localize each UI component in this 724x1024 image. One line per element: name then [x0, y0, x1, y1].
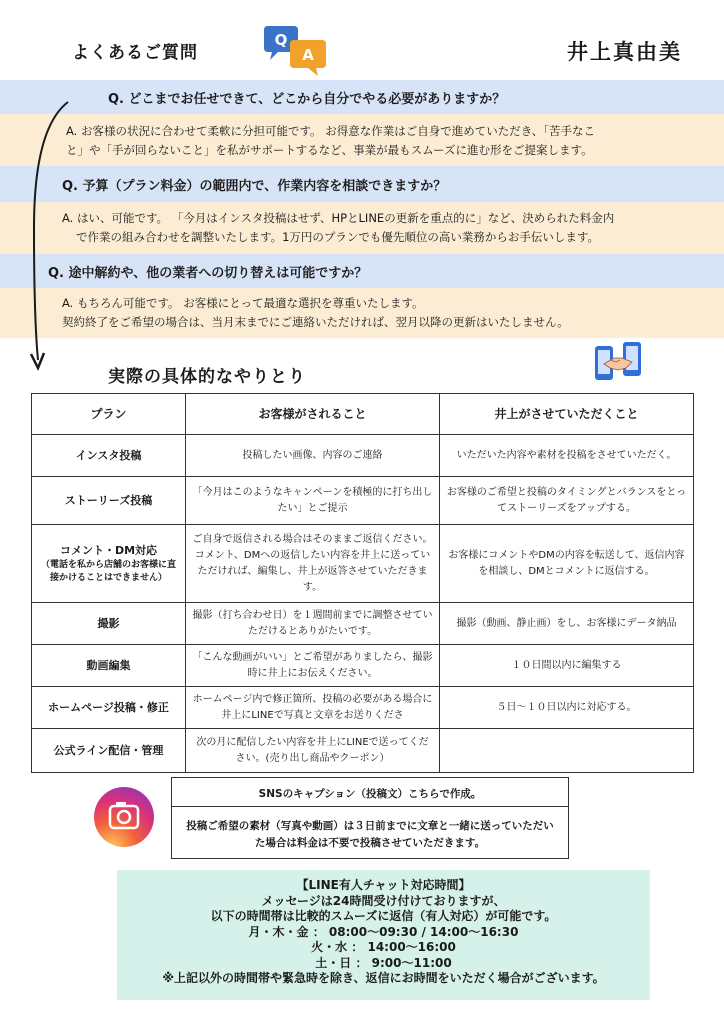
- customer-task: 「こんな動画がいい」とご希望がありましたら、撮影時に井上にお伝えください。: [186, 645, 440, 687]
- faq-question-3: [0, 254, 724, 288]
- faq-answer-3-line-2: 契約終了をご希望の場合は、当月末までにご連絡いただければ、翌月以降の更新はいたしません。: [62, 315, 569, 329]
- faq-answer-2-line-1: A. はい、可能です。 「今月はインスタ投稿はせず、HPとLINEの更新を重点的に」など、決められた料金内: [62, 211, 615, 225]
- faq-answer-3-line-1: A. もちろん可能です。 お客様にとって最適な選択を尊重いたします。: [62, 296, 424, 310]
- qa-bubbles-icon: [260, 24, 330, 80]
- inoue-task: 撮影（動画、静止画）をし、お客様にデータ納品: [440, 603, 694, 645]
- faq-question-2: [0, 166, 724, 202]
- plan-name: 公式ライン配信・管理: [32, 729, 186, 773]
- faq-answer-1-line-2: と」や「手が回らないこと」を私がサポートするなど、事業が最もスムーズに進む形をご提案します。: [66, 143, 593, 157]
- table-header-row: [32, 394, 694, 435]
- inoue-task: ５日〜１０日以内に対応する。: [440, 687, 694, 729]
- plan-name: 動画編集: [32, 645, 186, 687]
- customer-task: ホームページ内で修正箇所、投稿の必要がある場合に井上にLINEで写真と文章をお送りくださ: [186, 687, 440, 729]
- inoue-task: お客様にコメントやDMの内容を転送して、返信内容を相談し、DMとコメントに返信する。: [440, 525, 694, 603]
- inoue-task: お客様のご希望と投稿のタイミングとバランスをとってストーリーズをアップする。: [440, 477, 694, 525]
- table-row: [32, 435, 694, 477]
- line-hours-line: メッセージは24時間受け付けておりますが、: [261, 893, 506, 908]
- faq-question-1: [0, 80, 724, 114]
- line-hours-note: ※上記以外の時間帯や緊急時を除き、返信にお時間をいただく場合がございます。: [162, 971, 605, 985]
- header-inoue: 井上がさせていただくこと: [440, 394, 694, 435]
- qa-badge-a: A: [302, 46, 314, 64]
- author-name: 井上真由美: [567, 40, 682, 64]
- table-row: [32, 525, 694, 603]
- table-row: [32, 729, 694, 773]
- inoue-task: [440, 729, 694, 773]
- header-plan: プラン: [32, 394, 186, 435]
- line-hours-line: 以下の時間帯は比較的スムーズに返信（有人対応）が可能です。: [210, 909, 557, 923]
- sns-caption-body: 投稿ご希望の素材（写真や動画）は３日前までに文章と一緒に送っていただいた場合は料金は不要で投稿させていただきます。: [186, 820, 554, 849]
- inoue-task: いただいた内容や素材を投稿をさせていただく。: [440, 435, 694, 477]
- plan-name: ホームページ投稿・修正: [32, 687, 186, 729]
- plan-name: インスタ投稿: [32, 435, 186, 477]
- plan-name: ストーリーズ投稿: [32, 477, 186, 525]
- inoue-task: １０日間以内に編集する: [440, 645, 694, 687]
- line-hours-line: 火・水 ： 14:00〜16:00: [311, 940, 456, 954]
- customer-task: 投稿したい画像、内容のご連絡: [186, 435, 440, 477]
- faq-answer-2: [0, 202, 724, 254]
- sns-caption-box: [171, 777, 569, 859]
- customer-task: 撮影（打ち合わせ日）を１週間前までに調整させていただけるとありがたいです。: [186, 603, 440, 645]
- phones-handshake-icon: [592, 340, 644, 384]
- table-row: [32, 603, 694, 645]
- header-customer: お客様がされること: [186, 394, 440, 435]
- page-title: よくあるご質問: [72, 43, 198, 63]
- line-hours-line: 月・木・金 ： 08:00〜09:30 / 14:00〜16:30: [248, 924, 519, 939]
- faq-question-3-text: Q. 途中解約や、他の業者への切り替えは可能ですか？: [48, 265, 368, 281]
- faq-question-2-text: Q. 予算（プラン料金）の範囲内で、作業内容を相談できますか？: [62, 178, 447, 194]
- faq-answer-3: [0, 288, 724, 338]
- plan-name: コメント・DM対応: [59, 543, 158, 557]
- customer-task: 「今月はこのようなキャンペーンを積極的に打ち出したい」とご提示: [186, 477, 440, 525]
- faq-question-1-text: Q. どこまでお任せできて、どこから自分でやる必要がありますか？: [108, 91, 506, 107]
- section-title: 実際の具体的なやりとり: [108, 367, 306, 387]
- sns-caption-divider: [172, 806, 568, 807]
- qa-badge-q: Q: [274, 31, 288, 49]
- faq-answer-2-line-2: で作業の組み合わせを調整いたします。1万円のプランでも優先順位の高い業務からお手伝いします。: [76, 230, 599, 244]
- sns-caption-title: SNSのキャプション（投稿文）こちらで作成。: [258, 788, 482, 800]
- instagram-camera-icon: [93, 786, 155, 848]
- plan-name: 撮影: [32, 603, 186, 645]
- faq-answer-1: [0, 114, 724, 166]
- customer-task: 次の月に配信したい内容を井上にLINEで送ってください。(売り出し商品やクーポン）: [186, 729, 440, 773]
- customer-task: ご自身で返信される場合はそのままご返信ください。コメント、DMへの返信したい内容を井上に送っていただければ、編集し、井上が返答させていただきます。: [186, 525, 440, 603]
- line-hours-title: 【LINE有人チャット対応時間】: [296, 878, 471, 892]
- table-row: [32, 645, 694, 687]
- faq-answer-1-line-1: A. お客様の状況に合わせて柔軟に分担可能です。 お得意な作業はご自身で進めていただき、「苦手なこ: [66, 124, 595, 138]
- plan-table: [31, 393, 694, 773]
- line-hours-box: [117, 870, 650, 1000]
- table-row: [32, 477, 694, 525]
- table-row: [32, 687, 694, 729]
- plan-name-cell: [32, 525, 186, 603]
- plan-note: （電話を私から店舗のお客様に直接かけることはできません）: [40, 559, 176, 583]
- flow-arrow-icon: [24, 98, 74, 374]
- line-hours-line: 土・日 ： 9:00〜11:00: [315, 955, 452, 970]
